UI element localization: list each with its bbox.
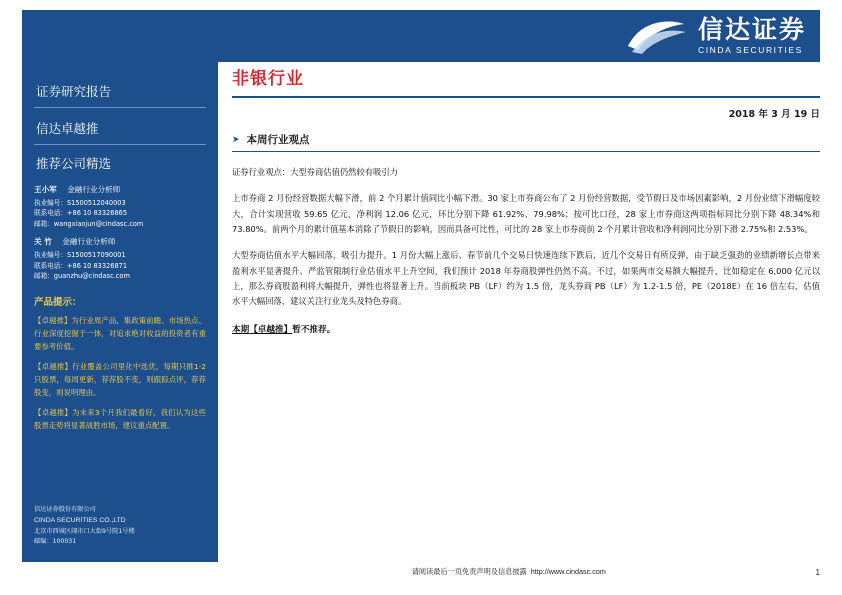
section-title: 本周行业观点 bbox=[246, 134, 310, 146]
page-footer bbox=[232, 567, 820, 577]
footer-disclaimer-row bbox=[232, 567, 816, 577]
title-divider bbox=[232, 96, 820, 98]
analyst-email-row bbox=[34, 219, 206, 230]
analyst-name: 关 竹 bbox=[34, 237, 52, 247]
sidebar-title-picks: 推荐公司精选 bbox=[36, 156, 112, 171]
brand-name-cn: 信达证券 bbox=[697, 15, 806, 45]
sidebar bbox=[22, 62, 218, 562]
analyst-phone-label: 联系电话： bbox=[34, 261, 67, 270]
sidebar-title-report: 证券研究报告 bbox=[34, 76, 206, 108]
analyst-card bbox=[34, 236, 206, 282]
brand-logo bbox=[500, 10, 820, 62]
company-name-en: CINDA SECURITIES CO.,LTD bbox=[34, 517, 126, 525]
analyst-license-label: 执业编号： bbox=[34, 198, 67, 207]
analyst-license-row bbox=[34, 198, 206, 209]
section-divider bbox=[232, 151, 820, 152]
cinda-swoosh-icon bbox=[626, 16, 688, 56]
analyst-role: 金融行业分析师 bbox=[62, 237, 116, 247]
analyst-phone: +86 10 83326865 bbox=[66, 209, 128, 218]
recommendation-mark: 【卓越推】 bbox=[249, 324, 293, 335]
analyst-phone-label: 联系电话： bbox=[34, 209, 67, 218]
recommendation-line bbox=[232, 323, 820, 335]
brand-logo-text bbox=[698, 17, 806, 54]
sidebar-company-address bbox=[34, 505, 135, 548]
viewpoint-lead: 证券行业观点：大型券商估值仍然较有吸引力 bbox=[232, 167, 398, 177]
analyst-phone-row bbox=[34, 261, 206, 272]
analyst-phone: +86 10 83326871 bbox=[66, 261, 128, 270]
company-zip-label: 邮编： bbox=[34, 538, 53, 546]
analyst-name-row bbox=[34, 236, 206, 249]
product-tip-title: 产品提示： bbox=[34, 297, 82, 309]
analyst-license-row bbox=[34, 250, 206, 261]
brand-name-en: CINDA SECURITIES bbox=[697, 44, 803, 55]
analyst-name-row bbox=[34, 184, 206, 197]
company-name-cn: 信达证券股份有限公司 bbox=[34, 505, 96, 513]
analyst-license: S1500512040003 bbox=[66, 198, 126, 207]
analyst-phone-row bbox=[34, 208, 206, 219]
section-header bbox=[232, 132, 820, 147]
product-tip-item: 【卓越推】为未来3个月我们最看好，我们认为这些股票走势将显著战胜市场，建议重点配置。 bbox=[34, 408, 206, 430]
product-tip-item: 【卓越推】行业覆盖公司里化中选优，每期只推1-2只股票，每周更新，荐荐股不变，则跟踪点评，荐荐股变，则说明理由。 bbox=[34, 362, 206, 398]
analyst-license-label: 执业编号： bbox=[34, 250, 67, 259]
analyst-license: S1500517090001 bbox=[66, 250, 126, 259]
page-title: 非银行业 bbox=[232, 69, 304, 89]
company-zip: 100031 bbox=[52, 538, 77, 546]
recommendation-suffix: 暂不推荐。 bbox=[292, 324, 336, 335]
page-number: 1 bbox=[815, 568, 820, 577]
analyst-email[interactable]: wangxiaojun@cindasc.com bbox=[53, 220, 144, 229]
product-tip-item: 【卓越推】为行业周产品，集政策前瞻、市场热点、行业深度挖掘于一体，对追求绝对收益的投资者有重要参考价值。 bbox=[34, 316, 206, 352]
main-content bbox=[232, 62, 820, 335]
analyst-email[interactable]: guanzhu@cindasc.com bbox=[53, 272, 130, 281]
analyst-role: 金融行业分析师 bbox=[67, 185, 121, 194]
report-date: 2018 年 3 月 19 日 bbox=[728, 109, 820, 120]
analyst-email-row bbox=[34, 271, 206, 282]
analyst-email-label: 邮箱： bbox=[34, 272, 54, 281]
recommendation-prefix: 本期 bbox=[232, 324, 250, 335]
body-paragraph-2: 大型券商估值水平大幅回落，吸引力提升。1 月份大幅上涨后、春节前几个交易日快速连续下跌后，近几个交易日有所反弹，由于缺乏强劲的业绩新增长点带来盈利水平显著提升、严监管限制行业估值水平上升空间，我们预计 2018 年券商股弹性仍然不高。不过，如果两市交易额大幅提升，比如稳定在 6,000 亿元以上，那么券商股盈利将大幅提升，弹性也将显著上升。当前板块 PB（LF）约为 1.5 倍，龙头券商 PB（LF）为 1.2-1.5 倍，PE（2018E）在 16 倍左右，估值水平大幅回落，建议关注行业龙头及特色券商。 bbox=[232, 250, 820, 307]
analyst-card bbox=[34, 184, 206, 230]
body-paragraph-1: 上市券商 2 月份经营数据大幅下滑，前 2 个月累计值同比小幅下滑。30 家上市券商公布了 2 月份经营数据，受节假日及市场因素影响，2 月份业绩下滑幅度较大，合计实现营收 59.65 亿元，净利润 12.06 亿元，环比分别下降 61.92%、79.98%；按可比口径，28 家上市券商这两项指标同比分别下降 48.34%和 73.80%。前两个月的累计值基本消除了节假日的影响，因而具备可比性，可比的 28 家上市券商前 2 个月累计营收和净利润同比分别下滑 2.75%和 2.53%。 bbox=[232, 193, 820, 235]
chevron-right-icon: ➤ bbox=[232, 134, 240, 144]
company-address: 北京市西城区闹市口大街9号院1号楼 bbox=[34, 527, 135, 535]
footer-url[interactable]: http://www.cindasc.com bbox=[530, 567, 606, 576]
footer-disclaimer: 请阅读最后一页免责声明及信息披露 bbox=[411, 567, 527, 576]
sidebar-title-brand: 信达卓越推 bbox=[34, 110, 206, 145]
analyst-name: 王小军 bbox=[34, 185, 57, 194]
company-zip-row bbox=[34, 537, 135, 548]
analyst-email-label: 邮箱： bbox=[34, 220, 54, 229]
